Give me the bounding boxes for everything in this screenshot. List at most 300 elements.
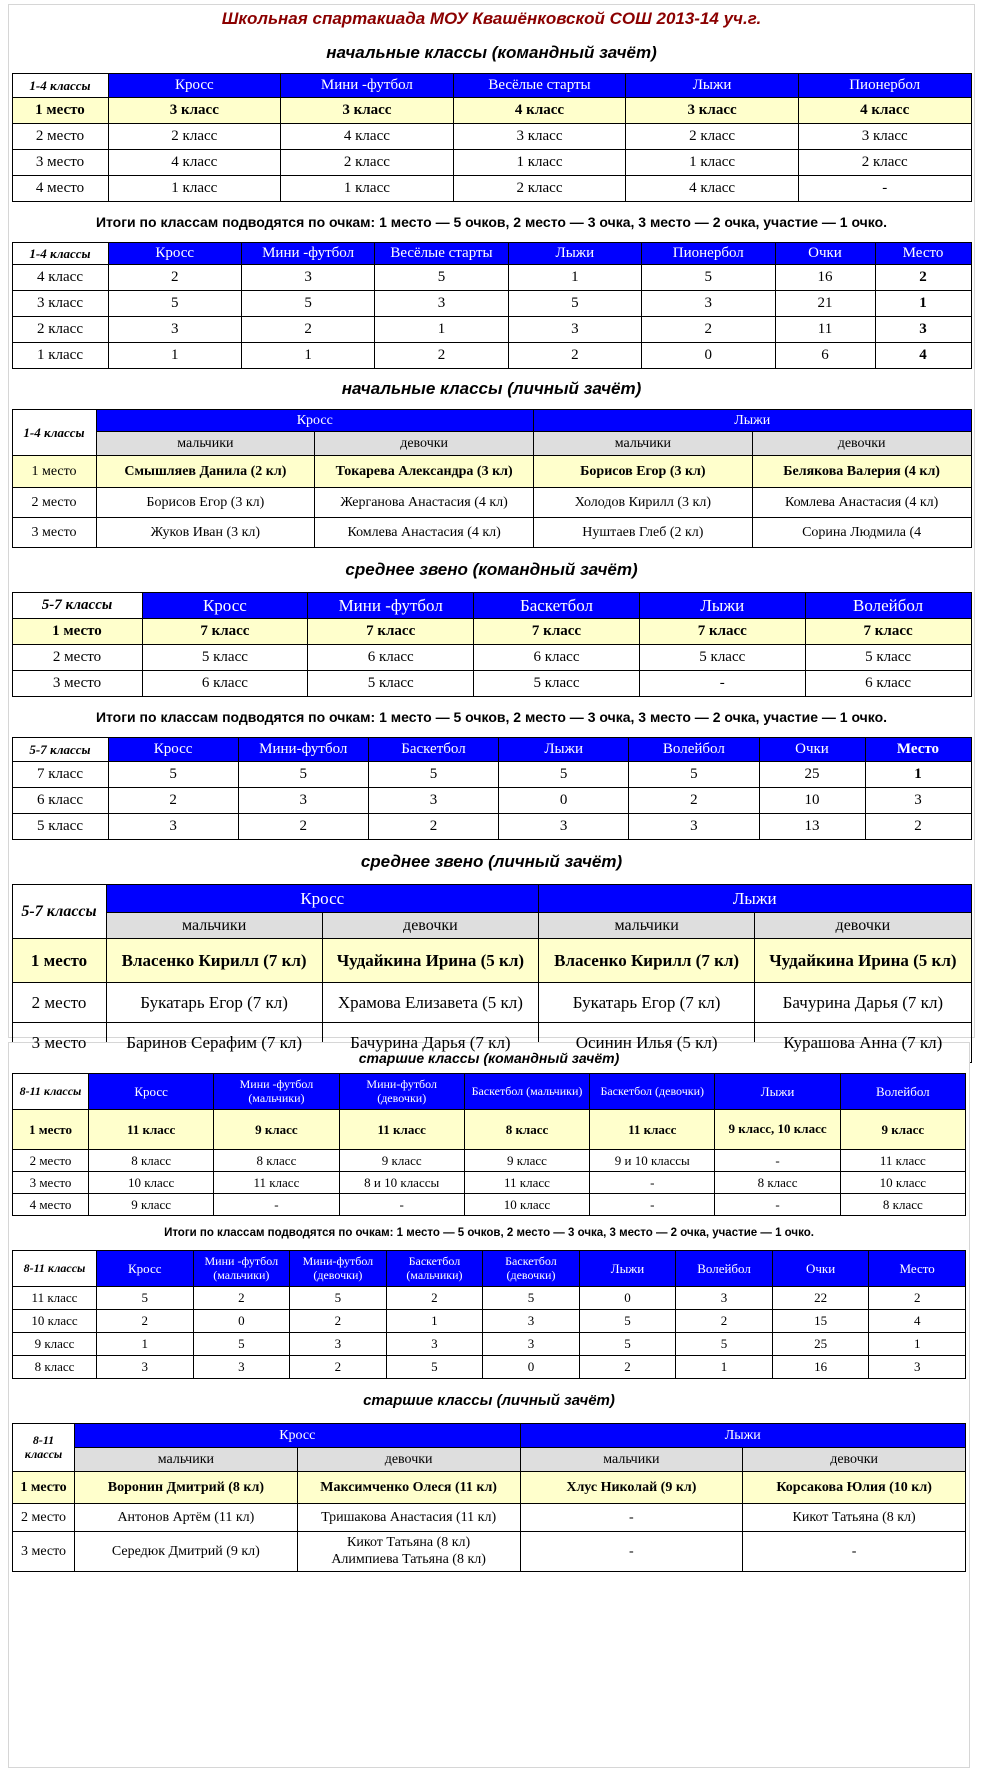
column-header: Баскетбол <box>474 593 640 619</box>
table-cell: 5 класс <box>12 814 108 840</box>
table-cell: 3 <box>629 814 759 840</box>
scoring-note: Итоги по классам подводятся по очкам: 1 место — 5 очков, 2 место — 3 очка, 3 место — 2 очка, участие — 1 очко. <box>95 709 888 725</box>
table-cell: 1 <box>241 343 374 369</box>
subheader: девочки <box>297 1448 520 1472</box>
table-cell: 3 место <box>12 1023 106 1063</box>
table-cell: - <box>520 1504 743 1532</box>
table-cell: 1 класс <box>108 176 281 202</box>
table-cell: 2 <box>108 265 241 291</box>
table-cell: 5 <box>290 1287 387 1310</box>
table-cell: 9 и 10 классы <box>590 1150 715 1172</box>
subheader: девочки <box>315 432 534 456</box>
table-cell: 11 класс <box>13 1287 97 1310</box>
table-cell: 25 <box>759 762 865 788</box>
column-header: Очки <box>759 738 865 762</box>
table-cell: 11 класс <box>214 1172 339 1194</box>
table-cell: 6 класс <box>308 645 474 671</box>
table-row <box>12 983 971 1023</box>
table-cell: Кикот Татьяна (8 кл) <box>743 1504 966 1532</box>
table-cell: 9 класс, 10 класс <box>715 1110 840 1150</box>
section-heading: старшие классы (командный зачёт) <box>358 1050 620 1066</box>
table-cell: 3 <box>368 788 498 814</box>
table-cell: 2 <box>386 1287 483 1310</box>
table-corner: 5-7 классы <box>12 593 142 619</box>
table-row <box>13 1356 966 1379</box>
table-cell: 1 <box>375 317 508 343</box>
table-cell: 10 класс <box>13 1310 97 1333</box>
table-cell: 1 место <box>13 1472 75 1504</box>
table-cell: 5 <box>193 1333 290 1356</box>
table-cell: 7 класс <box>12 762 108 788</box>
senior-team-table <box>12 1073 966 1216</box>
table-cell: Тришакова Анастасия (11 кл) <box>297 1504 520 1532</box>
table-cell: 5 <box>508 291 641 317</box>
column-header: Мини-футбол <box>238 738 368 762</box>
table-row <box>12 150 971 176</box>
table-cell: Середюк Дмитрий (9 кл) <box>75 1532 298 1572</box>
table-corner: 8-11 классы <box>13 1074 89 1110</box>
table-cell: 4 класс <box>798 98 971 124</box>
table-cell: 25 <box>772 1333 869 1356</box>
table-row <box>12 645 971 671</box>
column-header: Баскетбол (девочки) <box>590 1074 715 1110</box>
table-row <box>12 788 971 814</box>
table-cell: 5 <box>579 1333 676 1356</box>
table-cell: 5 класс <box>805 645 971 671</box>
table-cell: 7 класс <box>639 619 805 645</box>
column-header: Лыжи <box>579 1251 676 1287</box>
table-cell: 7 класс <box>308 619 474 645</box>
column-header: Баскетбол (мальчики) <box>386 1251 483 1287</box>
column-header: Кросс <box>96 410 534 432</box>
table-corner: 5-7 классы <box>12 738 108 762</box>
section-heading: начальные классы (личный зачёт) <box>341 379 642 398</box>
table-cell: 3 <box>108 814 238 840</box>
table-cell: 2 <box>676 1310 773 1333</box>
table-cell: - <box>214 1194 339 1216</box>
column-header: Мини -футбол (мальчики) <box>214 1074 339 1110</box>
table-cell: 8 и 10 классы <box>339 1172 464 1194</box>
table-cell: 1 <box>508 265 641 291</box>
table-cell: 8 класс <box>840 1194 965 1216</box>
table-cell: 2 <box>241 317 374 343</box>
table-cell: 9 класс <box>214 1110 339 1150</box>
table-cell: 2 класс <box>453 176 626 202</box>
table-cell: Храмова Елизавета (5 кл) <box>322 983 538 1023</box>
table-cell: 3 <box>108 317 241 343</box>
page <box>8 4 975 1768</box>
subheader: мальчики <box>520 1448 743 1472</box>
table-cell: 0 <box>193 1310 290 1333</box>
table-cell: 2 <box>865 814 971 840</box>
table-corner: 1-4 классы <box>12 243 108 265</box>
table-row <box>12 317 971 343</box>
table-cell: 2 <box>97 1310 194 1333</box>
senior-personal-table <box>12 1423 966 1572</box>
table-cell: 5 класс <box>308 671 474 697</box>
table-cell: 3 <box>499 814 629 840</box>
table-cell: 9 класс <box>89 1194 214 1216</box>
table-cell: 5 <box>238 762 368 788</box>
table-cell: Власенко Кирилл (7 кл) <box>539 939 755 983</box>
table-cell: 5 <box>499 762 629 788</box>
table-cell: 2 класс <box>281 150 454 176</box>
table-cell: Холодов Кирилл (3 кл) <box>534 488 753 518</box>
table-cell: 2 <box>375 343 508 369</box>
table-cell: 2 <box>579 1356 676 1379</box>
table-cell: 11 класс <box>840 1150 965 1172</box>
table-cell: Нуштаев Глеб (2 кл) <box>534 518 753 548</box>
table-corner: 8-11 классы <box>13 1251 97 1287</box>
table-cell: 5 <box>241 291 374 317</box>
table-cell: 2 <box>290 1310 387 1333</box>
table-cell: 3 <box>193 1356 290 1379</box>
table-row <box>13 1310 966 1333</box>
scoring-note: Итоги по классам подводятся по очкам: 1 место — 5 очков, 2 место — 3 очка, 3 место — 2 очка, участие — 1 очко. <box>95 214 888 230</box>
subheader: мальчики <box>534 432 753 456</box>
table-cell: 6 <box>775 343 875 369</box>
table-cell: - <box>798 176 971 202</box>
column-header: Мини -футбол (мальчики) <box>193 1251 290 1287</box>
table-cell: Бачурина Дарья (7 кл) <box>322 1023 538 1063</box>
table-cell: Чудайкина Ирина (5 кл) <box>322 939 538 983</box>
table-cell: 8 класс <box>89 1150 214 1172</box>
table-cell: 5 класс <box>639 645 805 671</box>
table-cell: 5 <box>375 265 508 291</box>
table-cell: 4 место <box>12 176 108 202</box>
table-row <box>12 265 971 291</box>
column-header: Лыжи <box>534 410 972 432</box>
subheader: мальчики <box>106 913 322 939</box>
table-cell: 5 <box>483 1287 580 1310</box>
table-cell: Воронин Дмитрий (8 кл) <box>75 1472 298 1504</box>
table-cell: 3 <box>290 1333 387 1356</box>
table-cell: Курашова Анна (7 кл) <box>755 1023 971 1063</box>
subheader: девочки <box>752 432 971 456</box>
table-cell: - <box>715 1194 840 1216</box>
senior-points-table <box>12 1250 966 1379</box>
table-cell: 11 класс <box>89 1110 214 1150</box>
table-cell: Борисов Егор (3 кл) <box>96 488 315 518</box>
table-cell: Осинин Илья (5 кл) <box>539 1023 755 1063</box>
subheader: девочки <box>755 913 971 939</box>
column-header: Лыжи <box>715 1074 840 1110</box>
column-header: Волейбол <box>629 738 759 762</box>
column-header: Лыжи <box>499 738 629 762</box>
table-cell: 6 класс <box>12 788 108 814</box>
table-row <box>12 671 971 697</box>
table-cell: 0 <box>579 1287 676 1310</box>
table-cell: Кикот Татьяна (8 кл) Алимпиева Татьяна (8 кл) <box>297 1532 520 1572</box>
table-cell: 1 класс <box>281 176 454 202</box>
table-corner: 1-4 классы <box>12 74 108 98</box>
table-cell: 3 <box>238 788 368 814</box>
table-cell: 3 место <box>12 518 96 548</box>
table-cell: 1 место <box>12 619 142 645</box>
table-cell: 2 <box>290 1356 387 1379</box>
table-cell: 3 место <box>13 1532 75 1572</box>
column-header: Место <box>875 243 971 265</box>
table-cell: 1 класс <box>12 343 108 369</box>
table-cell: - <box>590 1194 715 1216</box>
table-cell: 3 <box>375 291 508 317</box>
table-cell: 0 <box>499 788 629 814</box>
column-header: Мини-футбол (девочки) <box>290 1251 387 1287</box>
table-cell: 1 место <box>12 456 96 488</box>
table-cell: 5 <box>368 762 498 788</box>
column-header: Мини-футбол (девочки) <box>339 1074 464 1110</box>
table-cell: 5 <box>97 1287 194 1310</box>
table-row <box>12 291 971 317</box>
table-cell: 3 <box>483 1333 580 1356</box>
primary-team-table <box>12 73 972 202</box>
table-cell: - <box>639 671 805 697</box>
table-cell: 1 <box>875 291 971 317</box>
table-cell: 3 <box>508 317 641 343</box>
table-cell: Максимченко Олеся (11 кл) <box>297 1472 520 1504</box>
table-cell: 3 <box>875 317 971 343</box>
table-cell: Белякова Валерия (4 кл) <box>752 456 971 488</box>
table-cell: 5 <box>629 762 759 788</box>
table-row <box>12 939 971 983</box>
section-heading: начальные классы (командный зачёт) <box>326 43 657 62</box>
table-cell: 7 класс <box>142 619 308 645</box>
table-cell: 1 <box>865 762 971 788</box>
subheader: девочки <box>322 913 538 939</box>
table-row <box>12 619 971 645</box>
table-cell: 5 <box>676 1333 773 1356</box>
table-cell: 16 <box>775 265 875 291</box>
subheader: мальчики <box>539 913 755 939</box>
table-cell: 3 класс <box>108 98 281 124</box>
table-cell: 3 класс <box>798 124 971 150</box>
column-header: Баскетбол (девочки) <box>483 1251 580 1287</box>
column-header: Мини -футбол <box>308 593 474 619</box>
column-header: Весёлые старты <box>375 243 508 265</box>
table-cell: 2 место <box>13 1504 75 1532</box>
table-cell: Сорина Людмила (4 <box>752 518 971 548</box>
panel-upper <box>8 4 975 1052</box>
table-row <box>13 1333 966 1356</box>
table-cell: 5 класс <box>474 671 640 697</box>
table-cell: Комлева Анастасия (4 кл) <box>752 488 971 518</box>
table-cell: Комлева Анастасия (4 кл) <box>315 518 534 548</box>
table-cell: Букатарь Егор (7 кл) <box>539 983 755 1023</box>
column-header: Лыжи <box>508 243 641 265</box>
subheader: мальчики <box>75 1448 298 1472</box>
table-cell: 5 <box>386 1356 483 1379</box>
table-cell: - <box>590 1172 715 1194</box>
table-cell: 7 класс <box>805 619 971 645</box>
table-cell: 2 <box>368 814 498 840</box>
table-cell: 3 <box>386 1333 483 1356</box>
table-cell: 4 класс <box>281 124 454 150</box>
table-cell: 2 <box>629 788 759 814</box>
table-cell: 4 <box>869 1310 966 1333</box>
table-cell: 6 класс <box>805 671 971 697</box>
table-cell: Жерганова Анастасия (4 кл) <box>315 488 534 518</box>
table-cell: 3 <box>865 788 971 814</box>
table-row <box>12 343 971 369</box>
table-cell: 3 место <box>12 150 108 176</box>
table-cell: 7 класс <box>474 619 640 645</box>
column-header: Мини -футбол <box>241 243 374 265</box>
table-cell: 8 класс <box>13 1356 97 1379</box>
table-corner: 5-7 классы <box>12 885 106 939</box>
table-cell: 11 <box>775 317 875 343</box>
column-header: Баскетбол <box>368 738 498 762</box>
table-cell: 4 <box>875 343 971 369</box>
table-row <box>12 98 971 124</box>
table-cell: 2 место <box>12 124 108 150</box>
table-cell: 3 место <box>13 1172 89 1194</box>
table-cell: 2 <box>869 1287 966 1310</box>
column-header: Пионербол <box>798 74 971 98</box>
column-header: Кросс <box>108 738 238 762</box>
table-cell: 2 <box>642 317 775 343</box>
table-cell: 3 <box>676 1287 773 1310</box>
table-cell: 2 место <box>12 645 142 671</box>
column-header: Лыжи <box>626 74 799 98</box>
column-header: Очки <box>772 1251 869 1287</box>
table-cell: 0 <box>483 1356 580 1379</box>
table-cell: 3 <box>97 1356 194 1379</box>
table-cell: 6 класс <box>142 671 308 697</box>
table-cell: 6 класс <box>474 645 640 671</box>
table-row <box>13 1110 966 1150</box>
column-header: Волейбол <box>805 593 971 619</box>
column-header: Кросс <box>108 74 281 98</box>
table-cell: 3 класс <box>626 98 799 124</box>
table-row <box>13 1172 966 1194</box>
table-row <box>13 1532 966 1572</box>
table-cell: 11 класс <box>590 1110 715 1150</box>
table-cell: 4 класс <box>12 265 108 291</box>
table-cell: 8 класс <box>464 1110 589 1150</box>
table-corner: 8-11 классы <box>13 1424 75 1472</box>
column-header: Место <box>865 738 971 762</box>
table-cell: 2 место <box>12 488 96 518</box>
table-cell: 10 класс <box>840 1172 965 1194</box>
table-cell: 9 класс <box>13 1333 97 1356</box>
column-header: Кросс <box>75 1424 521 1448</box>
column-header: Кросс <box>97 1251 194 1287</box>
primary-personal-table <box>12 409 972 548</box>
table-cell: Смышляев Данила (2 кл) <box>96 456 315 488</box>
table-cell: 10 класс <box>89 1172 214 1194</box>
column-header: Весёлые старты <box>453 74 626 98</box>
table-cell: - <box>743 1532 966 1572</box>
subheader: девочки <box>743 1448 966 1472</box>
table-cell: 2 класс <box>798 150 971 176</box>
table-cell: 10 <box>759 788 865 814</box>
table-cell: 13 <box>759 814 865 840</box>
table-cell: 9 класс <box>464 1150 589 1172</box>
table-cell: 2 место <box>13 1150 89 1172</box>
table-cell: Власенко Кирилл (7 кл) <box>106 939 322 983</box>
table-row <box>13 1472 966 1504</box>
table-cell: 15 <box>772 1310 869 1333</box>
column-header: Пионербол <box>642 243 775 265</box>
table-cell: 5 <box>108 291 241 317</box>
table-cell: 11 класс <box>339 1110 464 1150</box>
column-header: Лыжи <box>539 885 972 913</box>
table-cell: 3 <box>642 291 775 317</box>
section-heading: среднее звено (личный зачёт) <box>360 852 623 871</box>
table-cell: 8 класс <box>214 1150 339 1172</box>
column-header: Волейбол <box>676 1251 773 1287</box>
table-cell: 1 <box>108 343 241 369</box>
subheader: мальчики <box>96 432 315 456</box>
table-cell: 4 класс <box>626 176 799 202</box>
table-row <box>12 456 971 488</box>
table-cell: 3 класс <box>281 98 454 124</box>
table-cell: 1 место <box>12 939 106 983</box>
table-row <box>12 518 971 548</box>
panel-senior <box>8 1042 970 1768</box>
column-header: Волейбол <box>840 1074 965 1110</box>
table-cell: 16 <box>772 1356 869 1379</box>
table-cell: 1 <box>386 1310 483 1333</box>
scoring-note: Итоги по классам подводятся по очкам: 1 место — 5 очков, 2 место — 3 очка, 3 место — 2 очка, участие — 1 очко. <box>164 1227 814 1239</box>
table-cell: 2 место <box>12 983 106 1023</box>
table-cell: 1 место <box>12 98 108 124</box>
table-cell: 4 класс <box>108 150 281 176</box>
table-row <box>13 1504 966 1532</box>
table-cell: 3 место <box>12 671 142 697</box>
primary-points-table <box>12 242 972 369</box>
table-row <box>12 762 971 788</box>
table-cell: 3 <box>869 1356 966 1379</box>
column-header: Лыжи <box>520 1424 966 1448</box>
column-header: Лыжи <box>639 593 805 619</box>
table-cell: 5 класс <box>142 645 308 671</box>
table-cell: Антонов Артём (11 кл) <box>75 1504 298 1532</box>
table-cell: 1 класс <box>453 150 626 176</box>
section-heading: среднее звено (командный зачёт) <box>345 560 638 579</box>
page-title: Школьная спартакиада МОУ Квашёнковской СОШ 2013-14 уч.г. <box>221 9 762 28</box>
table-cell: 2 <box>875 265 971 291</box>
table-cell: - <box>339 1194 464 1216</box>
table-cell: 5 <box>642 265 775 291</box>
table-row <box>13 1287 966 1310</box>
table-cell: 4 место <box>13 1194 89 1216</box>
table-cell: 3 класс <box>12 291 108 317</box>
table-row <box>12 176 971 202</box>
table-cell: 22 <box>772 1287 869 1310</box>
table-cell: 3 класс <box>453 124 626 150</box>
column-header: Мини -футбол <box>281 74 454 98</box>
table-cell: 2 <box>508 343 641 369</box>
table-cell: 3 <box>241 265 374 291</box>
table-cell: Хлус Николай (9 кл) <box>520 1472 743 1504</box>
table-cell: 11 класс <box>464 1172 589 1194</box>
table-cell: 10 класс <box>464 1194 589 1216</box>
table-cell: 1 <box>97 1333 194 1356</box>
table-cell: 0 <box>642 343 775 369</box>
table-cell: 8 класс <box>715 1172 840 1194</box>
table-cell: Букатарь Егор (7 кл) <box>106 983 322 1023</box>
middle-points-table <box>12 737 972 840</box>
column-header: Место <box>869 1251 966 1287</box>
table-cell: - <box>715 1150 840 1172</box>
section-heading: старшие классы (личный зачёт) <box>363 1392 615 1409</box>
column-header: Очки <box>775 243 875 265</box>
column-header: Кросс <box>142 593 308 619</box>
table-cell: 1 класс <box>626 150 799 176</box>
middle-personal-table <box>12 884 972 1063</box>
table-cell: 9 класс <box>840 1110 965 1150</box>
